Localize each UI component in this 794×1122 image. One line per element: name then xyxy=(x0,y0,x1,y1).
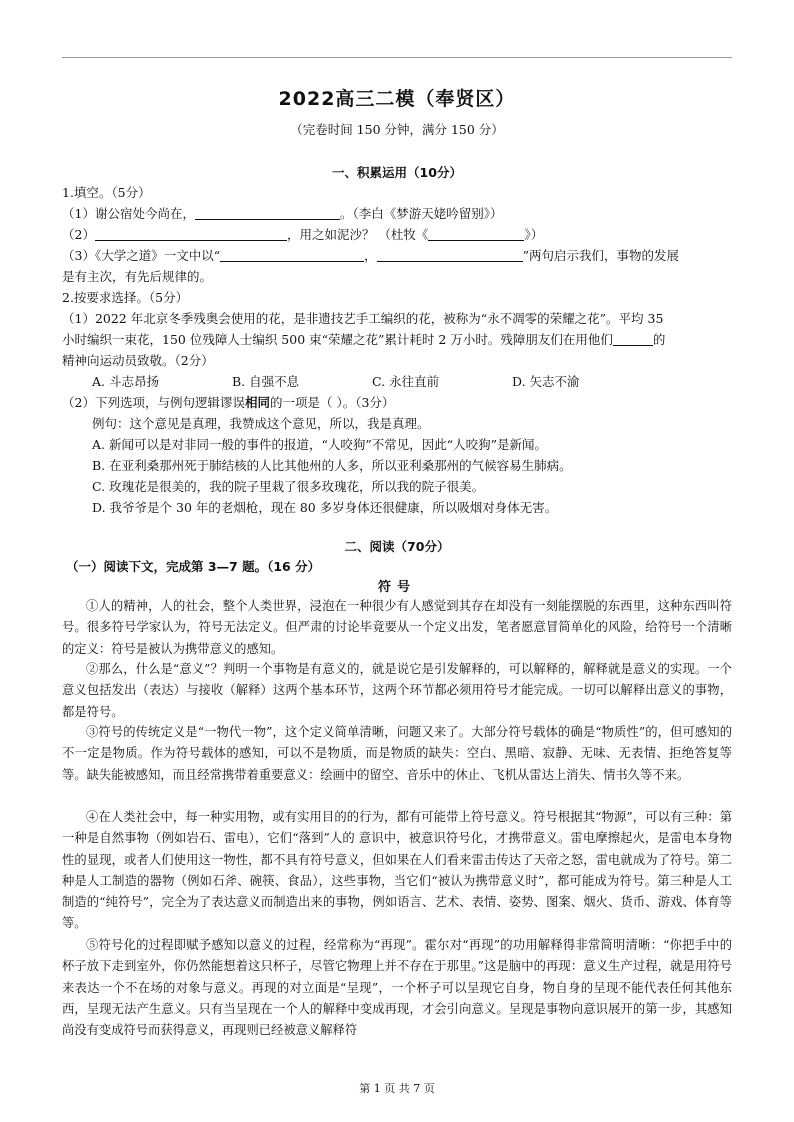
paragraph-5: ⑤符号化的过程即赋予感知以意义的过程，经常称为“再现”。霍尔对“再现”的功用解释得非常简明清晰：“你把手中的杯子放下走到室外，你仍然能想着这只杯子，尽管它物理上并不存在于那里。”这是脑中的再现：意义生产过程，就是用符号来表达一个不在场的对象与意义。再现的对立面是“呈现”，一个杯子可以呈现它自身，物自身的呈现不能代表任何其他东西，呈现无法产生意义。只有当呈现在一个人的解释中变成再现，才会引向意义。呈现是事物向意识展开的第一步，其感知尚没有变成符号而获得意义，再现则已经被意义解释符 xyxy=(62,938,732,1038)
q1-2-middle: ，用之如泥沙？ （杜牧《 xyxy=(286,227,429,242)
page-title: 2022高三二模（奉贤区） xyxy=(278,88,516,110)
q1-label: 1.填空。（5分） xyxy=(62,185,151,200)
option-a[interactable]: A. 斗志昂扬 xyxy=(92,374,159,389)
paragraph-3: ③符号的传统定义是“一物代一物”，这个定义简单清晰，问题又来了。大部分符号载体的确是“物质性”的，但可感知的不一定是物质。作为符号载体的感知，可以不是物质，而是物质的缺失：空白、黑暗、寂静、无味、无表情、拒绝答复等等。缺失能被感知，而且经常携带着重要意义：绘画中的留空、音乐中的休止、飞机从雷达上消失、情书久等不来。 xyxy=(62,725,732,782)
q2-2-option-c[interactable]: C. 玫瑰花是很美的，我的院子里栽了很多玫瑰花，所以我的院子很美。 xyxy=(92,479,485,494)
page-number: 第 1 页 共 7 页 xyxy=(359,1082,435,1095)
q2-2-option-d[interactable]: D. 我爷爷是个 30 年的老烟枪，现在 80 多岁身体还很健康，所以吸烟对身体无害。 xyxy=(92,500,558,515)
q2-1-line1: （1）2022 年北京冬季残奥会使用的花，是非遗技艺手工编织的花，被称为“永不凋零的荣耀之花”。平均 35 xyxy=(62,311,664,326)
q1-3-prefix: （3）《大学之道》一文中以“ xyxy=(62,248,221,263)
q1-3 xyxy=(62,246,679,264)
q1-1-source: 。（李白《梦游天姥吟留别》） xyxy=(339,206,503,221)
answer-blank[interactable] xyxy=(377,249,523,262)
q2-1-line2 xyxy=(62,330,665,348)
answer-blank[interactable] xyxy=(95,228,287,241)
paragraph-4: ④在人类社会中，每一种实用物，或有实用目的的行为，都有可能带上符号意义。符号根据其“物源”，可以有三种：第一种是自然事物（例如岩石、雷电），它们“落到”人的 意识中，被意识符号化，才携带意义。雷电摩擦起火，是雷电本身物性的显现，或者人们使用这一物性，都不具有符号意义，但如果在人们看来雷击传达了天帝之怒，雷电就成为了符号。第二种是人工制造的器物（例如石斧、碗筷、食品），这些事物，当它们“被认为携带意义时”，都可能成为符号。第三种是人工制造的“纯符号”，完全为了表达意义而制造出来的事物，例如语言、艺术、表情、姿势、图案、烟火、货币、游戏、体育等等。 xyxy=(62,810,732,931)
answer-blank[interactable] xyxy=(613,333,653,346)
q2-2-emphasis: 相同 xyxy=(244,395,270,410)
top-rule xyxy=(62,57,732,58)
q2-1-tail: 的 xyxy=(652,332,666,347)
q2-2-option-b[interactable]: B. 在亚利桑那州死于肺结核的人比其他州的人多，所以亚利桑那州的气候容易生肺病。 xyxy=(92,458,572,473)
q1-1-prompt: （1）谢公宿处今尚在， xyxy=(62,206,195,221)
q1-1 xyxy=(62,204,502,222)
answer-blank[interactable] xyxy=(428,228,524,241)
q2-1-line3: 精神向运动员致敬。（2分） xyxy=(62,353,214,368)
answer-blank[interactable] xyxy=(220,249,364,262)
q1-2-suffix: 》） xyxy=(524,227,544,242)
q1-3-comma: ， xyxy=(364,248,377,263)
q1-2 xyxy=(62,225,543,243)
answer-blank[interactable] xyxy=(195,207,340,220)
q2-2 xyxy=(62,393,394,411)
q1-3-suffix: ”两句启示我们，事物的发展 xyxy=(522,248,680,263)
example-sentence: 例句：这个意见是真理，我赞成这个意见，所以，我是真理。 xyxy=(92,416,430,431)
paragraph-2: ②那么，什么是“意义”？判明一个事物是有意义的，就是说它是引发解释的，可以解释的，解释就是意义的实现。一个意义包括发出（表达）与接收（解释）这两个基本环节，这两个环节都必须用符号才能完成。一切可以解释出意义的事物，都是符号。 xyxy=(62,662,732,719)
q2-2-prompt: （2）下列选项，与例句逻辑谬误 xyxy=(62,395,245,410)
q2-2-tail: 的一项是（ ）。（3分） xyxy=(269,395,395,410)
q2-1-text: 小时编织一束花，150 位残障人士编织 500 束“荣耀之花”累计耗时 2 万小时。残障朋友们在用他们 xyxy=(62,332,613,347)
q2-2-option-a[interactable]: A. 新闻可以是对非同一般的事件的报道，“人咬狗”不常见，因此“人咬狗”是新闻。 xyxy=(92,437,548,452)
part1-heading: （一）阅读下文，完成第 3—7 题。（16 分） xyxy=(66,559,321,574)
paragraph-1: ①人的精神，人的社会，整个人类世界，浸泡在一种很少有人感觉到其存在却没有一刻能摆脱的东西里，这种东西叫符号。很多符号学家认为，符号无法定义。但严肃的讨论毕竟要从一个定义出发，笔者愿意冒简单化的风险，给符号一个清晰的定义：符号是被认为携带意义的感知。 xyxy=(62,599,732,656)
q2-label: 2.按要求选择。（5分） xyxy=(62,290,189,305)
exam-info: （完卷时间 150 分钟，满分 150 分） xyxy=(290,122,504,137)
section2-heading: 二、阅读（70分） xyxy=(344,539,450,554)
option-c[interactable]: C. 永往直前 xyxy=(372,374,440,389)
section1-heading: 一、积累运用（10分） xyxy=(332,165,462,180)
option-d[interactable]: D. 矢志不渝 xyxy=(512,374,580,389)
option-b[interactable]: B. 自强不息 xyxy=(232,374,300,389)
q1-2-prefix: （2） xyxy=(62,227,95,242)
q1-3-continued: 是有主次，有先后规律的。 xyxy=(62,269,213,284)
article-title: 符号 xyxy=(377,580,416,595)
